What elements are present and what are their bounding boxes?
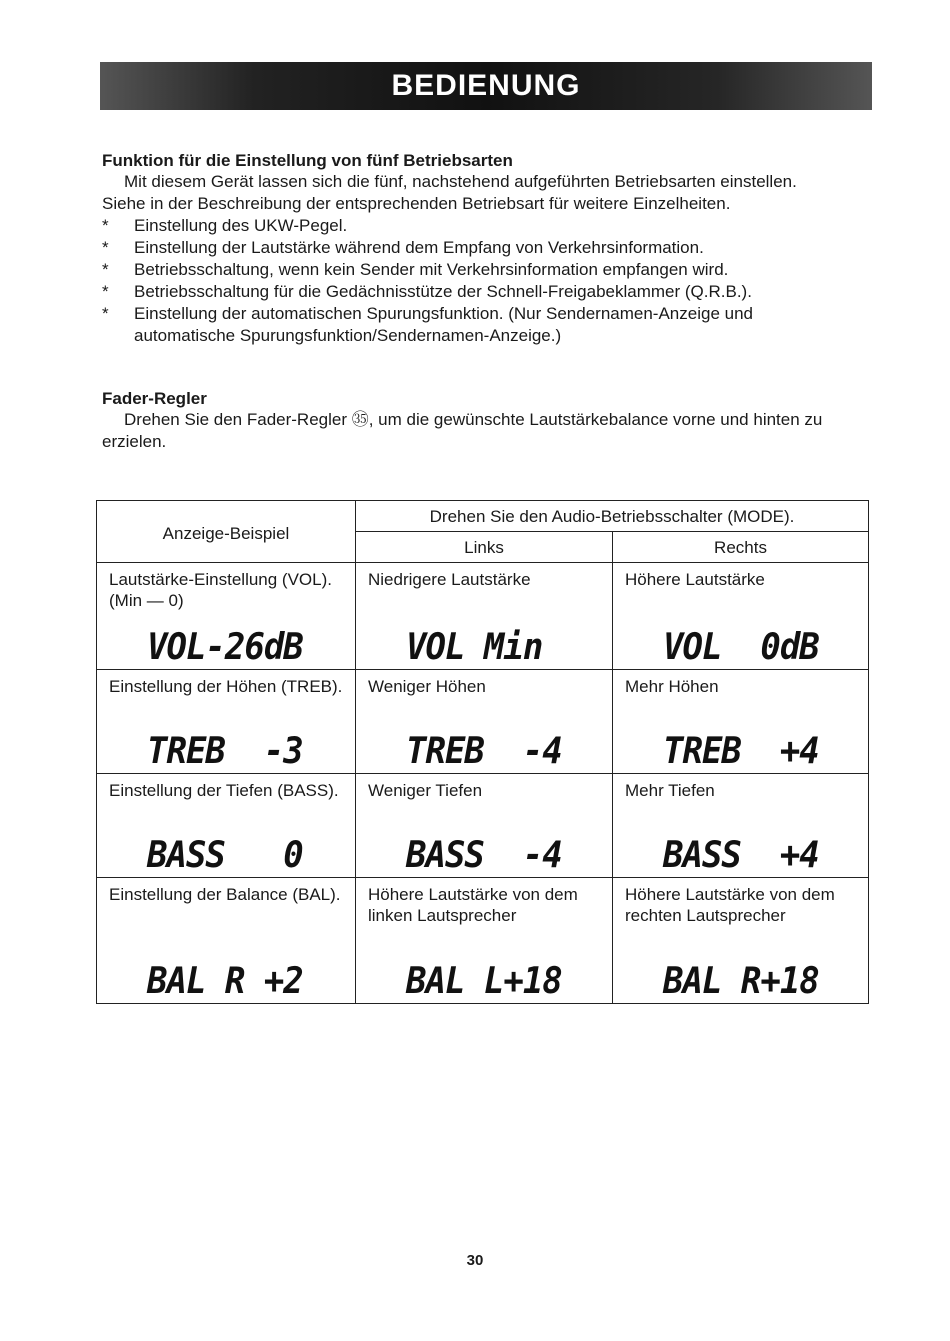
lcd-display: VOL-26dB — [147, 625, 303, 669]
page-title: BEDIENUNG — [391, 69, 581, 102]
table-row — [97, 670, 869, 774]
lcd-display: BAL R +2 — [147, 959, 303, 1003]
lcd-display: BASS 0 — [147, 833, 303, 877]
table-row — [97, 878, 869, 1004]
page-number: 30 — [466, 1252, 484, 1269]
left-label: Weniger Höhen — [368, 677, 486, 696]
list-item-text: Einstellung der Lautstärke während dem Empfang von Verkehrsinformation. — [134, 238, 704, 257]
lcd-display: TREB -4 — [406, 729, 562, 773]
lcd-display: BAL R+18 — [663, 959, 819, 1003]
mode-list — [102, 215, 832, 347]
audio-mode-table — [96, 500, 869, 1004]
list-item — [102, 259, 832, 281]
header-example: Anzeige-Beispiel — [97, 501, 356, 563]
example-label: Einstellung der Höhen (TREB). — [109, 677, 343, 696]
lcd-display: VOL Min — [406, 625, 543, 669]
section-fader — [102, 389, 832, 453]
bullet-star: * — [102, 282, 109, 301]
right-label: Mehr Höhen — [625, 677, 719, 696]
section-heading: Funktion für die Einstellung von fünf Betriebsarten — [102, 151, 513, 170]
section-modes — [102, 151, 832, 347]
lcd-display: TREB -3 — [147, 729, 303, 773]
right-label: Höhere Lautstärke von dem rechten Lautsprecher — [625, 885, 835, 925]
left-label: Niedrigere Lautstärke — [368, 570, 531, 589]
list-item-text: Einstellung der automatischen Spurungsfunktion. (Nur Sendernamen-Anzeige und automatische Spurungsfunktion/Sendernamen-Anzeige.) — [134, 304, 753, 345]
bullet-star: * — [102, 238, 109, 257]
example-label: Einstellung der Tiefen (BASS). — [109, 781, 339, 800]
list-item-text: Betriebsschaltung, wenn kein Sender mit Verkehrsinformation empfangen wird. — [134, 260, 729, 279]
section-banner — [100, 62, 872, 110]
bullet-star: * — [102, 216, 109, 235]
intro-paragraph: Mit diesem Gerät lassen sich die fünf, nachstehend aufgeführten Betriebsarten einstellen. Siehe in der Beschreibung der entsprechenden Betriebsart für weitere Einzelheiten. — [102, 172, 797, 213]
fader-paragraph: Drehen Sie den Fader-Regler ㉟, um die gewünschte Lautstärkebalance vorne und hinten zu erzielen. — [102, 410, 823, 451]
table-row — [97, 563, 869, 670]
list-item-text: Einstellung des UKW-Pegel. — [134, 216, 348, 235]
right-label: Höhere Lautstärke — [625, 570, 765, 589]
list-item — [102, 237, 832, 259]
lcd-display: BASS -4 — [406, 833, 562, 877]
lcd-display: BASS +4 — [663, 833, 819, 877]
header-left: Links — [356, 532, 613, 563]
bullet-star: * — [102, 304, 109, 323]
left-label: Weniger Tiefen — [368, 781, 483, 800]
lcd-display: VOL 0dB — [663, 625, 819, 669]
example-label: Einstellung der Balance (BAL). — [109, 885, 341, 904]
list-item — [102, 281, 832, 303]
table-row — [97, 774, 869, 878]
example-label: Lautstärke-Einstellung (VOL). (Min — 0) — [109, 570, 332, 610]
bullet-star: * — [102, 260, 109, 279]
list-item — [102, 215, 832, 237]
lcd-display: TREB +4 — [663, 729, 819, 773]
lcd-display: BAL L+18 — [406, 959, 562, 1003]
header-group: Drehen Sie den Audio-Betriebsschalter (MODE). — [356, 501, 869, 532]
list-item — [102, 303, 832, 347]
section-heading: Fader-Regler — [102, 389, 207, 408]
list-item-text: Betriebsschaltung für die Gedächnisstütze der Schnell-Freigabeklammer (Q.R.B.). — [134, 282, 752, 301]
header-right: Rechts — [613, 532, 869, 563]
left-label: Höhere Lautstärke von dem linken Lautsprecher — [368, 885, 578, 925]
right-label: Mehr Tiefen — [625, 781, 715, 800]
